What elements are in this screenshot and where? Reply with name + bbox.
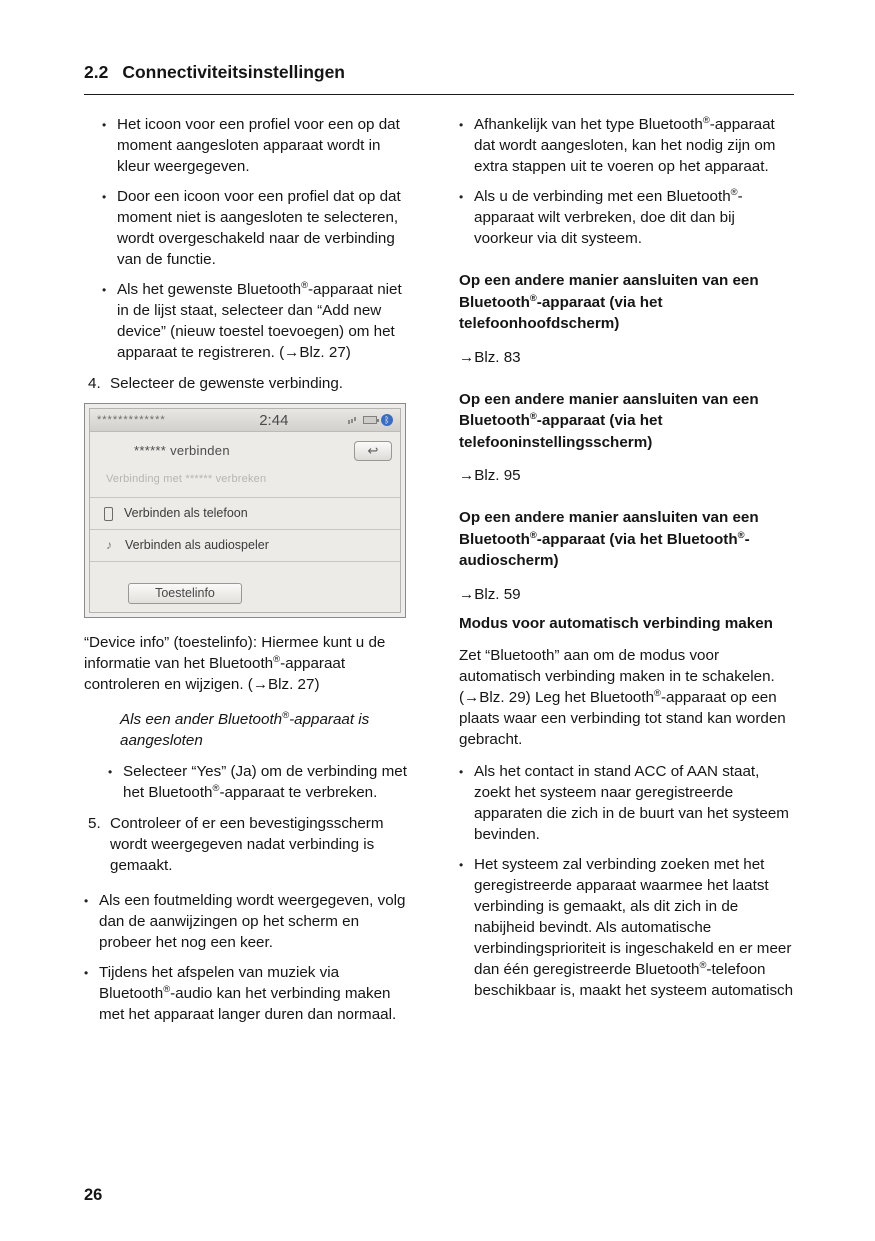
bullet-text: Het icoon voor een profiel voor een op dat moment aangesloten apparaat wordt in kleur weergegeven. [117, 116, 400, 175]
list-item [102, 186, 409, 270]
list-item [84, 890, 409, 953]
conditional-note: Als een ander Bluetooth®-apparaat is aangesloten [120, 708, 370, 749]
bullet-marker: • [459, 118, 464, 132]
section-heading: Op een andere manier aansluiten van een Bluetooth®-apparaat (via het telefooninstellingsscherm) [459, 390, 759, 451]
screen-title: ****** verbinden [134, 443, 230, 458]
phone-icon [104, 507, 113, 521]
list-item [459, 114, 794, 177]
step-number: 5. [88, 815, 101, 832]
bullet-text: Als het gewenste Bluetooth®-apparaat niet in de lijst staat, selecteer dan “Add new device” (nieuw toestel toevoegen) om het apparaat te registreren. (→Blz. 27) [117, 278, 402, 361]
signal-icon [348, 416, 359, 425]
bullet-marker: • [84, 894, 89, 908]
alt-connect-section-audio [459, 507, 794, 605]
section-number: 2.2 [84, 62, 109, 82]
row-label: Verbinden als telefoon [124, 506, 248, 520]
status-bar [90, 409, 400, 432]
list-item [459, 186, 794, 249]
section-title: Connectiviteitsinstellingen [122, 62, 346, 82]
battery-icon [363, 416, 377, 424]
device-name-masked: ************* [97, 413, 166, 426]
bullet-marker: • [102, 190, 107, 204]
list-item [102, 114, 409, 177]
auto-connect-section [459, 613, 794, 1002]
bullet-text: Selecteer “Yes” (Ja) om de verbinding met het Bluetooth®-apparaat te verbreken. [123, 763, 407, 801]
status-icons [348, 414, 393, 426]
alt-connect-section-phone-main [459, 270, 794, 368]
bullet-marker: • [102, 283, 107, 297]
step-5 [88, 813, 409, 876]
bluetooth-icon: ᛒ [381, 414, 393, 426]
device-info-button: Toestelinfo [128, 583, 242, 604]
screen-footer [90, 562, 400, 612]
page-reference: →Blz. 95 [459, 467, 521, 484]
top-bullet-list [84, 114, 409, 363]
infotainment-screenshot [84, 403, 406, 618]
alt-connect-section-phone-settings [459, 389, 794, 487]
right-column [459, 114, 794, 1034]
bullet-marker: • [108, 765, 113, 779]
back-icon: ↩ [367, 442, 379, 458]
row-label: Verbinden als audiospeler [125, 538, 269, 552]
bullet-text: Als u de verbinding met een Bluetooth®-apparaat wilt verbreken, doe dit dan bij voorkeur via dit systeem. [474, 185, 743, 247]
bullet-text: Afhankelijk van het type Bluetooth®-apparaat dat wordt aangesloten, kan het nodig zijn om extra stappen uit te voeren op het apparaat. [474, 113, 776, 175]
music-note-icon: ♪ [106, 538, 112, 552]
clock: 2:44 [259, 411, 289, 429]
step-text: Controleer of er een bevestigingsscherm wordt weergegeven nadat verbinding is gemaakt. [110, 815, 384, 874]
list-item [459, 761, 794, 845]
list-item [459, 854, 794, 1001]
top-bullet-list [459, 114, 794, 249]
bullet-marker: • [102, 118, 107, 132]
step-text: Selecteer de gewenste verbinding. [110, 375, 344, 392]
bottom-bullet-list [84, 890, 409, 1025]
bullet-text: Als het contact in stand ACC of AAN staat, zoekt het systeem naar geregistreerde apparaten die zich in de buurt van het systeem bevinden. [474, 763, 789, 843]
list-item [84, 962, 409, 1025]
page-number: 26 [84, 1186, 103, 1204]
back-button [354, 441, 392, 461]
infotainment-screen [89, 408, 401, 613]
section-heading: Modus voor automatisch verbinding maken [459, 614, 773, 632]
device-info-paragraph: “Device info” (toestelinfo): Hiermee kunt u de informatie van het Bluetooth®-apparaat controleren en wijzigen. (→Blz. 27) [84, 634, 386, 693]
two-column-layout [84, 114, 794, 1034]
section-header [84, 62, 794, 95]
section-heading: Op een andere manier aansluiten van een Bluetooth®-apparaat (via het telefoonhoofdscherm) [459, 272, 759, 332]
bullet-marker: • [84, 966, 89, 980]
list-item [102, 279, 409, 363]
bullet-text: Het systeem zal verbinding zoeken met het geregistreerde apparaat waarmee het laatst verbinding is gemaakt, als dit zich in de nabijheid bevindt. Als automatische verbindingsprioriteit is ingeschakeld en er meer dan één geregistreerde Bluetooth®-telefoon beschikbaar is, maakt het systeem automatisch [474, 856, 794, 999]
page-reference: →Blz. 59 [459, 585, 521, 603]
bullet-text: Door een icoon voor een profiel dat op dat moment niet is aangesloten te selecteren, wordt overgeschakeld naar de verbinding van de functie. [117, 188, 401, 268]
connect-as-phone-row [90, 497, 400, 529]
section-intro: Zet “Bluetooth” aan om de modus voor automatisch verbinding maken in te schakelen. (→Blz. 29) Leg het Bluetooth®-apparaat op een plaats waar een verbinding tot stand kan worden gebracht. [459, 647, 786, 748]
bullet-text: Als een foutmelding wordt weergegeven, volg dan de aanwijzingen op het scherm en probeer het nog een keer. [99, 892, 406, 951]
bullet-text: Tijdens het afspelen van muziek via Bluetooth®-audio kan het verbinding maken met het apparaat langer duren dan normaal. [99, 964, 397, 1023]
step-number: 4. [88, 375, 101, 392]
screen-title-row [90, 432, 400, 467]
section-heading: Op een andere manier aansluiten van een Bluetooth®-apparaat (via het Bluetooth®-audioscherm) [459, 509, 759, 569]
disconnect-option-disabled: Verbinding met ****** verbreken [106, 473, 267, 485]
step-4 [88, 373, 409, 394]
bullet-marker: • [459, 858, 464, 872]
list-item [84, 761, 409, 803]
bullet-marker: • [459, 190, 464, 204]
connect-as-audio-row [90, 529, 400, 562]
page-reference: →Blz. 83 [459, 348, 521, 366]
bullet-marker: • [459, 765, 464, 779]
left-column [84, 114, 409, 1034]
